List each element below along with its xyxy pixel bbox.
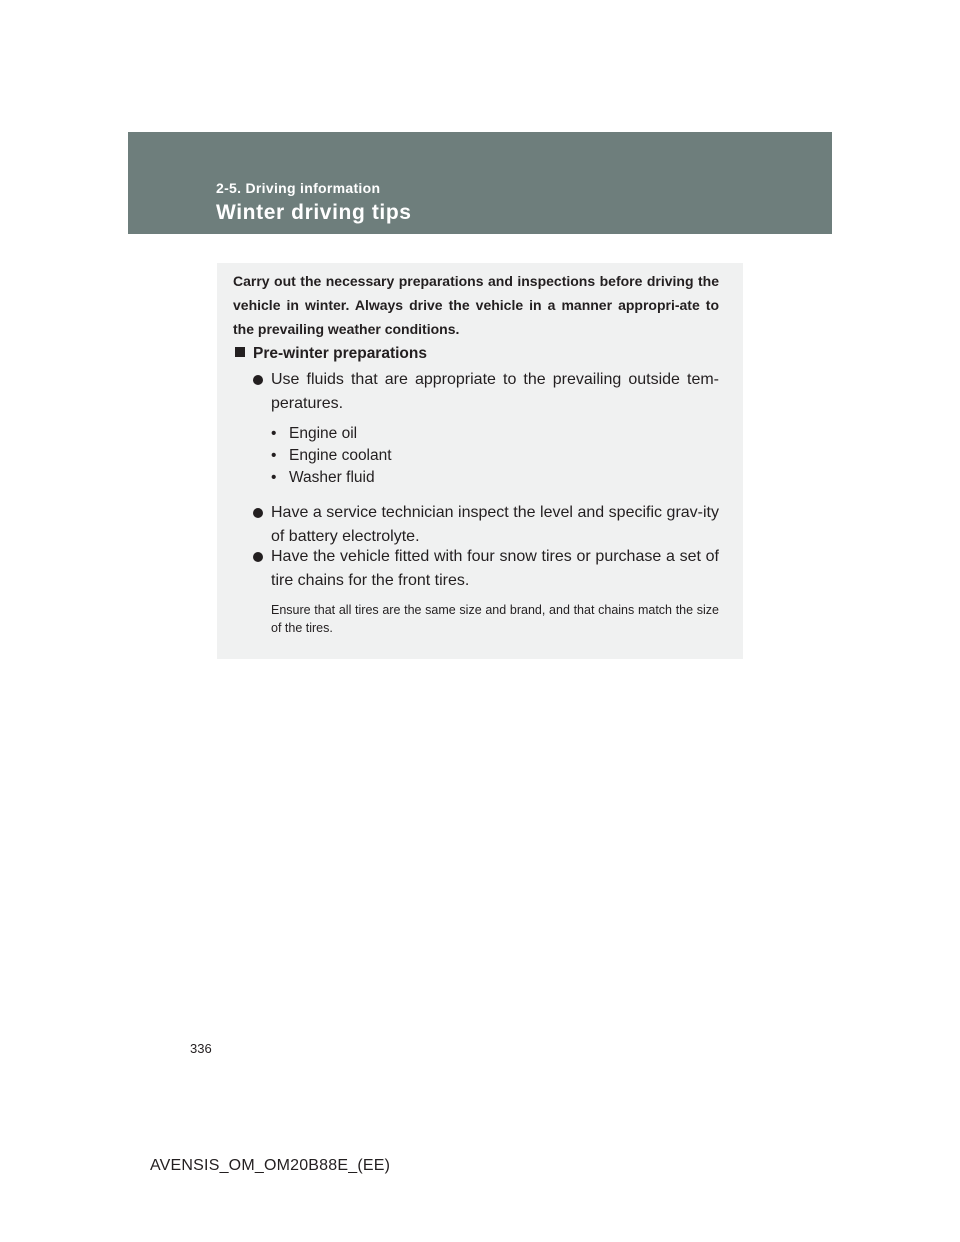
- page-number: 336: [190, 1041, 212, 1056]
- subheading: [235, 345, 427, 363]
- bullet-item: [253, 545, 719, 593]
- intro-text: Carry out the necessary preparations and inspections before driving the vehicle in winter. Always drive the vehicle in a manner appropri-ate to the prevailing weather conditions.: [233, 273, 719, 337]
- circle-bullet-icon: [253, 552, 263, 562]
- list-item: • Engine coolant: [271, 445, 392, 467]
- circle-bullet-icon: [253, 508, 263, 518]
- page-title: Winter driving tips: [216, 201, 412, 224]
- list-item: • Engine oil: [271, 423, 392, 445]
- circle-bullet-icon: [253, 375, 263, 385]
- square-bullet-icon: [235, 347, 245, 357]
- bullet-text: Have the vehicle fitted with four snow tires or purchase a set of tire chains for the front tires.: [271, 548, 719, 589]
- bullet-item: [253, 368, 719, 416]
- note-text: Ensure that all tires are the same size and brand, and that chains match the size of the tires.: [271, 603, 719, 635]
- header-band: [128, 132, 832, 234]
- subheading-label: Pre-winter preparations: [253, 345, 427, 362]
- bullet-text: Have a service technician inspect the level and specific grav-ity of battery electrolyte.: [271, 504, 719, 545]
- list-item: • Washer fluid: [271, 467, 392, 489]
- fluid-list: [271, 423, 392, 489]
- bullet-item: [253, 501, 719, 549]
- section-label: 2-5. Driving information: [216, 180, 381, 196]
- bullet-text: Use fluids that are appropriate to the prevailing outside tem-peratures.: [271, 371, 719, 412]
- content-box: [217, 263, 743, 659]
- document-code: AVENSIS_OM_OM20B88E_(EE): [150, 1157, 391, 1174]
